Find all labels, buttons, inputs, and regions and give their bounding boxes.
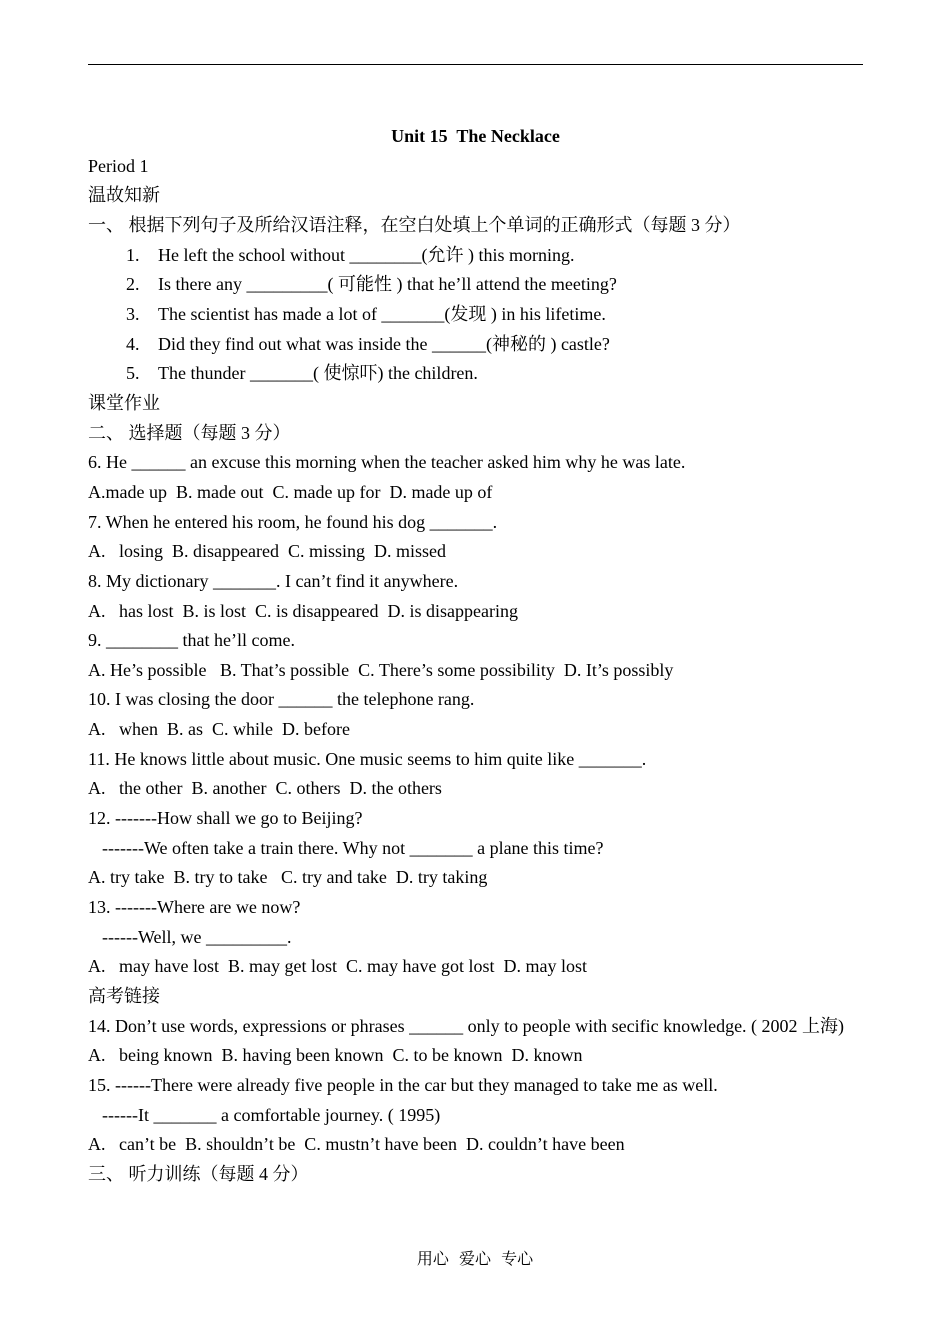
- section-class-label: 课堂作业: [88, 392, 160, 413]
- question-15-options: A. can’t be B. shouldn’t be C. mustn’t have been D. couldn’t have been: [88, 1134, 625, 1155]
- question-9-options: A. He’s possible B. That’s possible C. There’s some possibility D. It’s possibly: [88, 659, 674, 680]
- list-item: 4. Did they find out what was inside the ______(神秘的 ) castle?: [126, 333, 610, 354]
- section-exam-label: 高考链接: [88, 986, 160, 1007]
- question-14-options: A. being known B. having been known C. to be known D. known: [88, 1045, 583, 1066]
- question-12-reply: -------We often take a train there. Why not _______ a plane this time?: [102, 837, 604, 858]
- part1-list: [88, 241, 863, 389]
- question-7: 7. When he entered his room, he found his dog _______.: [88, 511, 498, 532]
- header-rule: [88, 64, 863, 65]
- question-15: 15. ------There were already five people in the car but they managed to take me as well.: [88, 1075, 718, 1095]
- question-12-options: A. try take B. try to take C. try and take D. try taking: [88, 867, 488, 888]
- question-10-options: A. when B. as C. while D. before: [88, 719, 350, 740]
- document-body: [88, 122, 863, 1190]
- question-7-options: A. losing B. disappeared C. missing D. missed: [88, 541, 446, 562]
- question-11: 11. He knows little about music. One music seems to him quite like _______.: [88, 748, 647, 769]
- part3-heading: 三、 听力训练（每题 4 分）: [88, 1163, 309, 1184]
- question-8: 8. My dictionary _______. I can’t find it anywhere.: [88, 570, 459, 591]
- question-11-options: A. the other B. another C. others D. the others: [88, 778, 442, 799]
- question-13-options: A. may have lost B. may get lost C. may have got lost D. may lost: [88, 956, 587, 977]
- list-item: 3. The scientist has made a lot of _______(发现 ) in his lifetime.: [126, 303, 606, 324]
- document-title: Unit 15 The Necklace: [391, 126, 560, 146]
- list-item: 2. Is there any _________( 可能性 ) that he’ll attend the meeting?: [126, 274, 617, 295]
- part1-heading: 一、 根据下列句子及所给汉语注释，在空白处填上个单词的正确形式（每题 3 分）: [88, 214, 741, 235]
- list-item: 5. The thunder _______( 使惊吓) the children.: [126, 363, 478, 384]
- question-14: 14. Don’t use words, expressions or phrases ______ only to people with secific knowledge. ( 2002 上海): [88, 1015, 845, 1036]
- section-review-label: 温故知新: [88, 185, 160, 206]
- question-15-reply: ------It _______ a comfortable journey. ( 1995): [102, 1104, 441, 1125]
- list-item: 1. He left the school without ________(允许 ) this morning.: [126, 244, 575, 265]
- question-6-options: A.made up B. made out C. made up for D. made up of: [88, 481, 493, 502]
- question-6: 6. He ______ an excuse this morning when the teacher asked him why he was late.: [88, 452, 686, 473]
- question-8-options: A. has lost B. is lost C. is disappeared D. is disappearing: [88, 600, 518, 621]
- part2-heading: 二、 选择题（每题 3 分）: [88, 422, 291, 443]
- question-13-reply: ------Well, we _________.: [102, 926, 292, 947]
- question-10: 10. I was closing the door ______ the telephone rang.: [88, 689, 475, 710]
- period-label: Period 1: [88, 155, 149, 176]
- question-12: 12. -------How shall we go to Beijing?: [88, 808, 363, 829]
- question-13: 13. -------Where are we now?: [88, 897, 301, 918]
- question-9: 9. ________ that he’ll come.: [88, 630, 295, 651]
- page-footer: 用心 爱心 专心: [416, 1249, 534, 1268]
